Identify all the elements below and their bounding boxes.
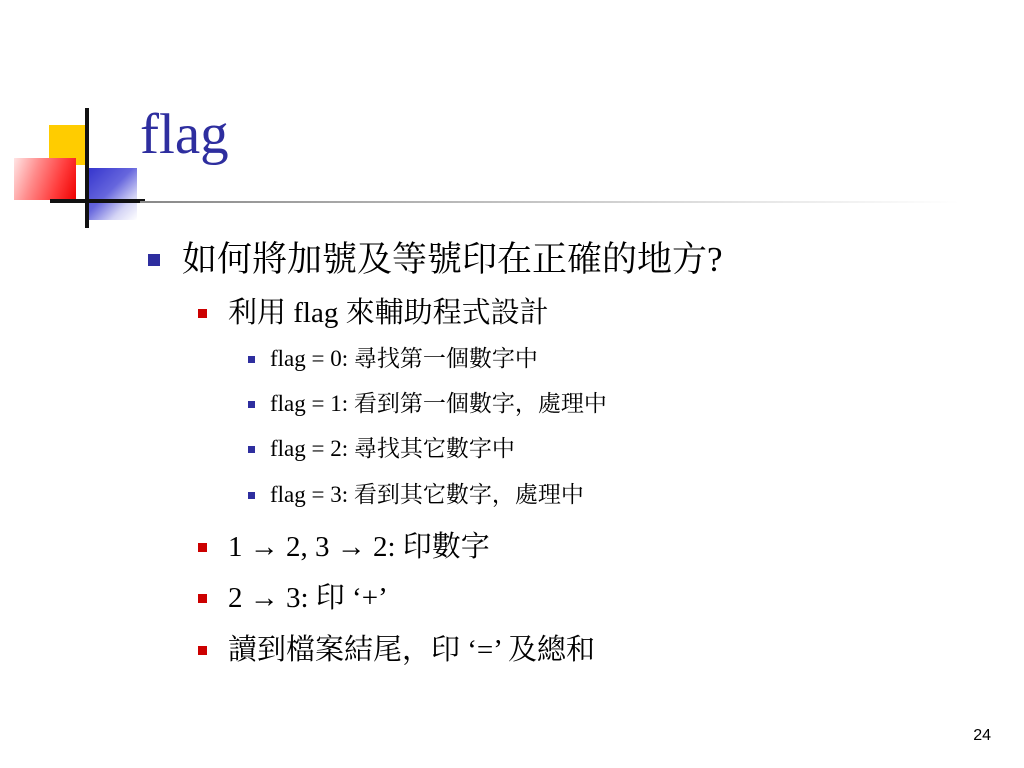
bullet-item xyxy=(228,584,388,613)
bullet-text: flag = 1: 看到第一個數字，處理中 xyxy=(270,391,607,416)
title-underline xyxy=(140,201,960,203)
bullet-text: flag = 2: 尋找其它數字中 xyxy=(270,436,515,461)
bullet-text: flag = 0: 尋找第一個數字中 xyxy=(270,346,538,371)
decorative-horizontal-line xyxy=(50,199,145,203)
bullet-item xyxy=(228,299,549,328)
bullet-item xyxy=(270,437,515,460)
bullet-item xyxy=(228,636,595,665)
square-bullet-icon xyxy=(198,646,207,655)
bullet-text: 如何將加號及等號印在正確的地方? xyxy=(182,240,723,279)
bullet-text: 2 → 3: 印 ‘+’ xyxy=(228,582,388,614)
decorative-blue-gradient-square xyxy=(87,168,137,220)
decorative-red-gradient-block xyxy=(14,158,76,200)
bullet-text: 利用 flag 來輔助程式設計 xyxy=(228,297,549,329)
bullet-item xyxy=(270,347,538,370)
square-bullet-icon xyxy=(248,492,255,499)
decorative-vertical-line xyxy=(85,108,89,228)
square-bullet-icon xyxy=(248,356,255,363)
square-bullet-icon xyxy=(198,594,207,603)
slide-title: flag xyxy=(140,103,229,166)
square-bullet-icon xyxy=(248,401,255,408)
page-number: 24 xyxy=(973,727,991,744)
square-bullet-icon xyxy=(248,446,255,453)
square-bullet-icon xyxy=(198,309,207,318)
square-bullet-icon xyxy=(198,543,207,552)
square-bullet-icon xyxy=(148,254,160,266)
bullet-item xyxy=(270,483,584,506)
bullet-text: 1 → 2, 3 → 2: 印數字 xyxy=(228,531,490,563)
bullet-item xyxy=(182,242,723,277)
bullet-item xyxy=(270,392,607,415)
bullet-text: flag = 3: 看到其它數字，處理中 xyxy=(270,482,584,507)
bullet-item xyxy=(228,533,490,562)
bullet-text: 讀到檔案結尾，印 ‘=’ 及總和 xyxy=(228,634,596,666)
